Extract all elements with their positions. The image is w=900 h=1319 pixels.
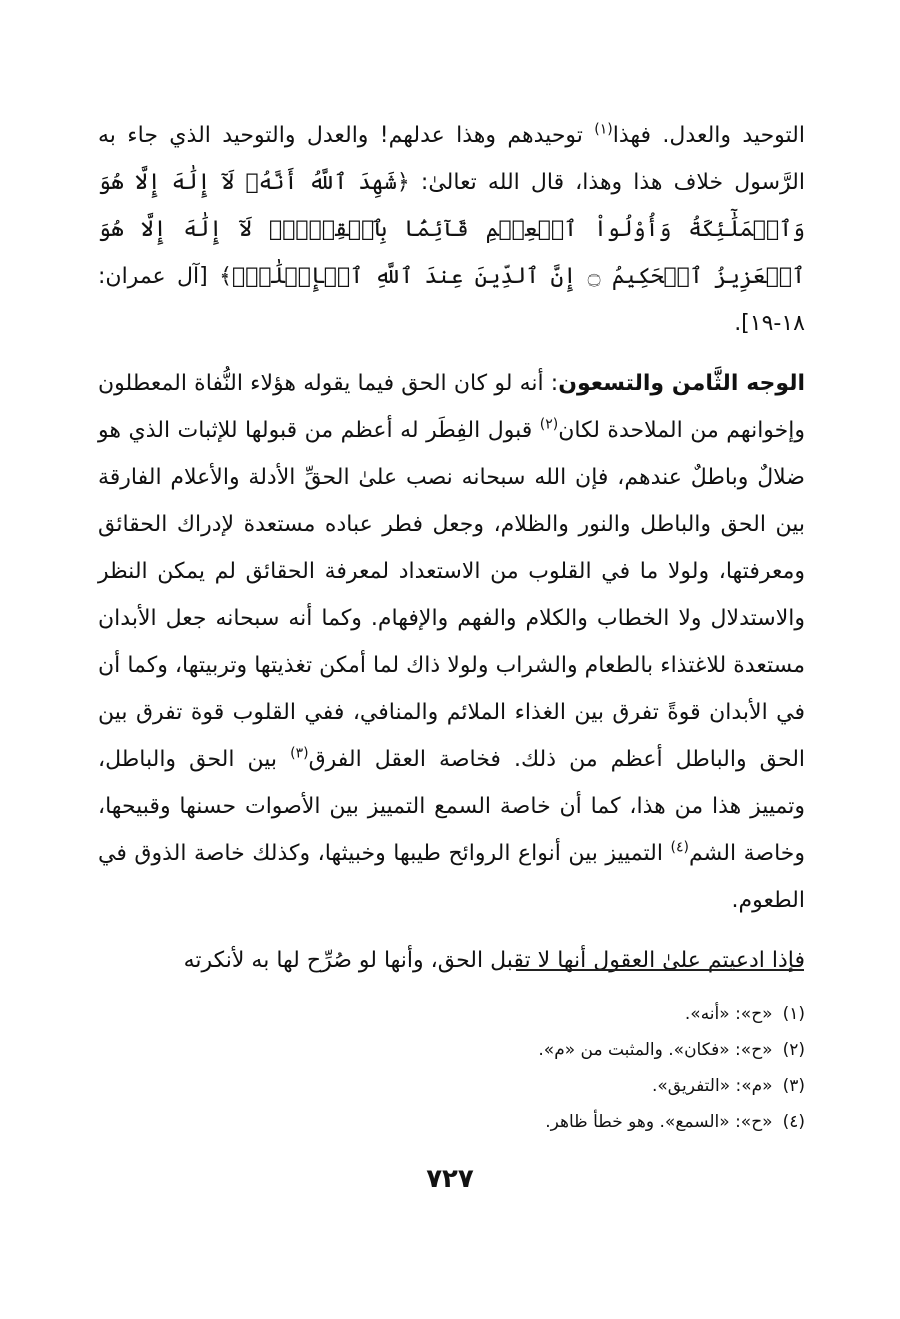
verse-reference: [آل عمران: ١٨-١٩]. [98,264,805,336]
paragraph-2 [98,360,805,924]
footnote-text: «م»: «التفريق». [651,1076,773,1096]
footnote-1 [165,996,805,1032]
footnote-text: «ح»: «فكان». والمثبت من «م». [538,1040,773,1060]
footnote-divider [516,969,804,971]
main-text [98,112,805,997]
page-number: ٧٢٧ [426,1164,474,1194]
footnote-text: «ح»: «السمع». وهو خطأ ظاهر. [545,1112,773,1132]
footnote-number: (١) [782,1004,805,1024]
footnote-number: (٣) [782,1076,805,1096]
text-run: بين الحق والباطل، وتمييز هذا من هذا، كما أن خاصة السمع التمييز بين الأصوات حسنها وقبيحها، وخاصة الشم [98,747,805,866]
footnote-ref-1[interactable]: (١) [594,121,613,138]
footnote-3 [165,1068,805,1104]
text-run: قبول الفِطَر له أعظم من قبولها للإثبات الذي هو ضلالٌ وباطلٌ عندهم، فإن الله سبحانه نصب علىٰ الحقِّ الأدلة والأعلام الفارقة بين الحق والباطل والنور والظلام، وجعل فطر عباده مستعدة لإدراك الحقائق ومعرفتها، ولولا ما في القلوب من الاستعداد لمعرفة الحقائق لم يمكن النظر والاستدلال ولا الخطاب والكلام والفهم والإفهام. وكما أنه سبحانه جعل الأبدان مستعدة للاغتذاء بالطعام والشراب ولولا ذاك لما أمكن تغذيتها وتربيتها، وكما أن في الأبدان قوةً تفرق بين الغذاء الملائم والمنافي، ففي القلوب قوة تفرق بين الحق والباطل أعظم من ذلك. فخاصة العقل الفرق [98,418,806,772]
quran-verse: ﴿شَهِدَ ٱللَّهُ أَنَّهُۥ لَآ إِلَٰهَ إِلَّا هُوَ وَٱلۡمَلَٰٓئِكَةُ وَأُوْلُواْ ٱلۡعِلۡمِ قَآئِمَۢا بِٱلۡقِسۡطِۚ لَآ إِلَٰهَ إِلَّا هُوَ ٱلۡعَزِيزُ ٱلۡحَكِيمُ ۝ إِنَّ ٱلدِّينَ عِندَ ٱللَّهِ ٱلۡإِسۡلَٰمُۗ﴾ [98,170,805,289]
footnote-ref-4[interactable]: (٤) [670,839,689,856]
footnote-text: «ح»: «أنه». [684,1004,773,1024]
footnote-4 [165,1104,805,1140]
text-run: : أنه لو كان الحق فيما يقوله هؤلاء النُّفاة المعطلون وإخوانهم من الملاحدة لكان [98,371,806,443]
text-run: التمييز بين أنواع الروائح طيبها وخبيثها، وكذلك خاصة الذوق في الطعوم. [98,841,805,913]
footnote-number: (٢) [782,1040,805,1060]
paragraph-3: فإذا ادعيتم علىٰ العقول أنها لا تقبل الحق، وأنها لو صُرِّح لها به لأنكرته [183,948,805,973]
footnote-ref-2[interactable]: (٢) [539,416,559,433]
text-run: توحيدهم وهذا عدلهم! والعدل والتوحيد الذي جاء به الرَّسول خلاف هذا وهذا، قال الله تعالىٰ: [98,123,805,195]
section-heading: الوجه الثَّامن والتسعون [558,371,806,396]
footnote-ref-3[interactable]: (٣) [290,745,309,762]
footnotes-list [165,996,805,1140]
footnote-number: (٤) [782,1112,805,1132]
text-run: التوحيد والعدل. فهذا [612,123,805,148]
paragraph-1 [98,112,805,347]
footnote-2 [165,1032,805,1068]
